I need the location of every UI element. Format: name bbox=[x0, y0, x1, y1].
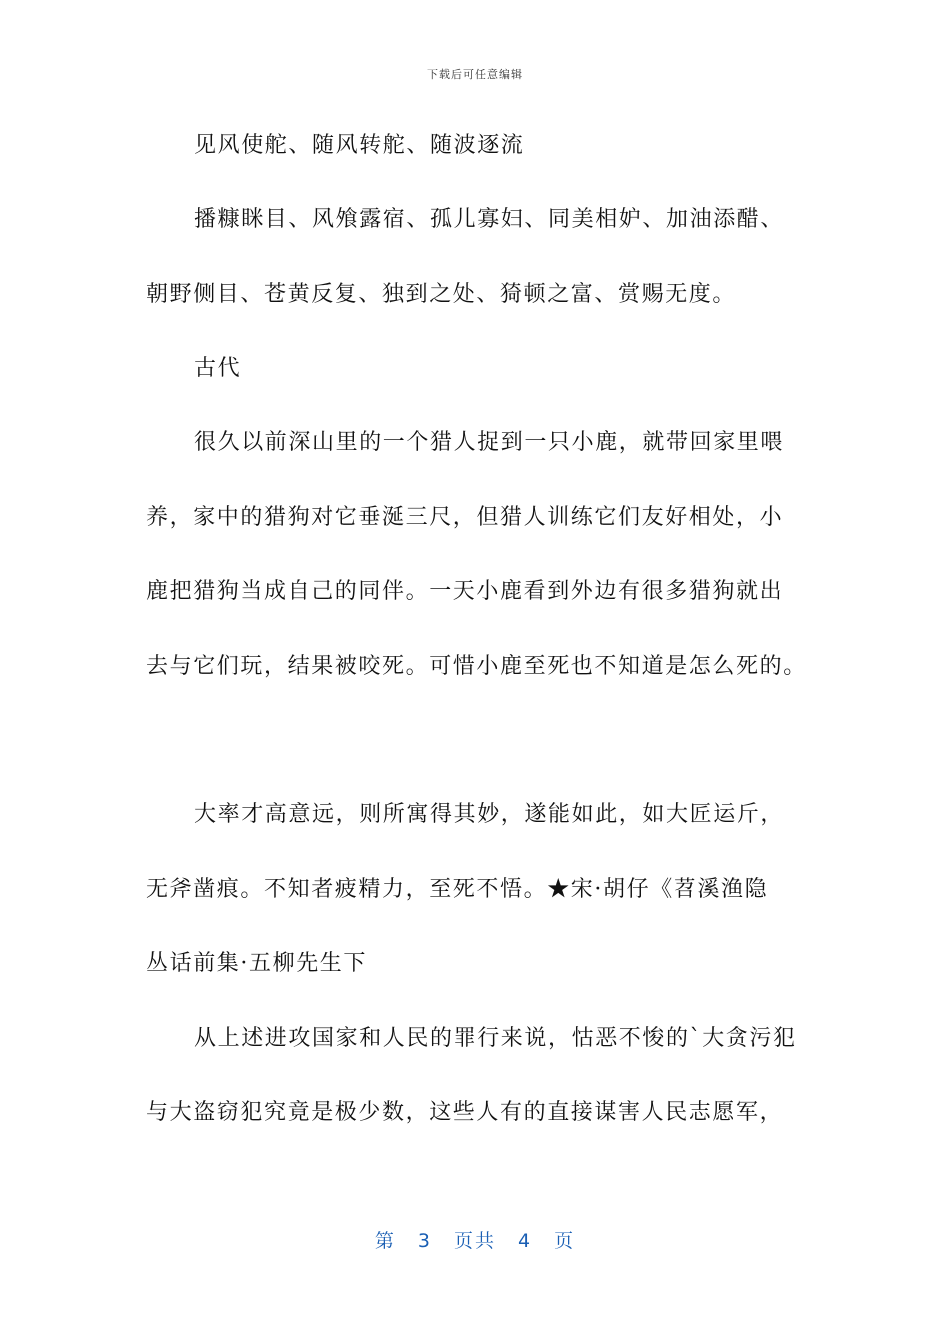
body-line-5: 很久以前深山里的一个猎人捉到一只小鹿，就带回家里喂 bbox=[194, 430, 785, 455]
section-heading-ancient: 古代 bbox=[194, 356, 242, 381]
footer-total-pages: 4 bbox=[518, 1230, 533, 1252]
footer-middle: 页共 bbox=[453, 1230, 496, 1252]
body-line-7: 鹿把猎狗当成自己的同伴。一天小鹿看到外边有很多猎狗就出 bbox=[146, 579, 784, 604]
body-line-6: 养，家中的猎狗对它垂涎三尺，但猎人训练它们友好相处，小 bbox=[146, 505, 784, 530]
body-line-12: 从上述进攻国家和人民的罪行来说，怙恶不悛的`大贪污犯 bbox=[194, 1026, 797, 1051]
body-line-9: 大率才高意远，则所寓得其妙，遂能如此，如大匠运斤， bbox=[194, 802, 785, 827]
body-line-2: 播糠眯目、风飧露宿、孤儿寡妇、同美相妒、加油添醋、 bbox=[194, 207, 785, 232]
header-note: 下载后可任意编辑 bbox=[427, 68, 523, 81]
footer-prefix: 第 bbox=[374, 1230, 396, 1252]
body-line-3: 朝野侧目、苍黄反复、独到之处、猗顿之富、赏赐无度。 bbox=[146, 282, 737, 307]
body-line-11: 丛话前集·五柳先生下 bbox=[146, 951, 367, 976]
body-line-13: 与大盗窃犯究竟是极少数，这些人有的直接谋害人民志愿军， bbox=[146, 1100, 784, 1125]
body-line-1: 见风使舵、随风转舵、随波逐流 bbox=[194, 133, 525, 158]
body-line-10: 无斧凿痕。不知者疲精力，至死不悟。★宋·胡仔《苕溪渔隐 bbox=[146, 877, 769, 902]
footer-current-page: 3 bbox=[417, 1230, 432, 1252]
page-footer bbox=[0, 1226, 950, 1253]
body-line-8: 去与它们玩，结果被咬死。可惜小鹿至死也不知道是怎么死的。 bbox=[146, 654, 807, 679]
footer-suffix: 页 bbox=[554, 1230, 576, 1252]
